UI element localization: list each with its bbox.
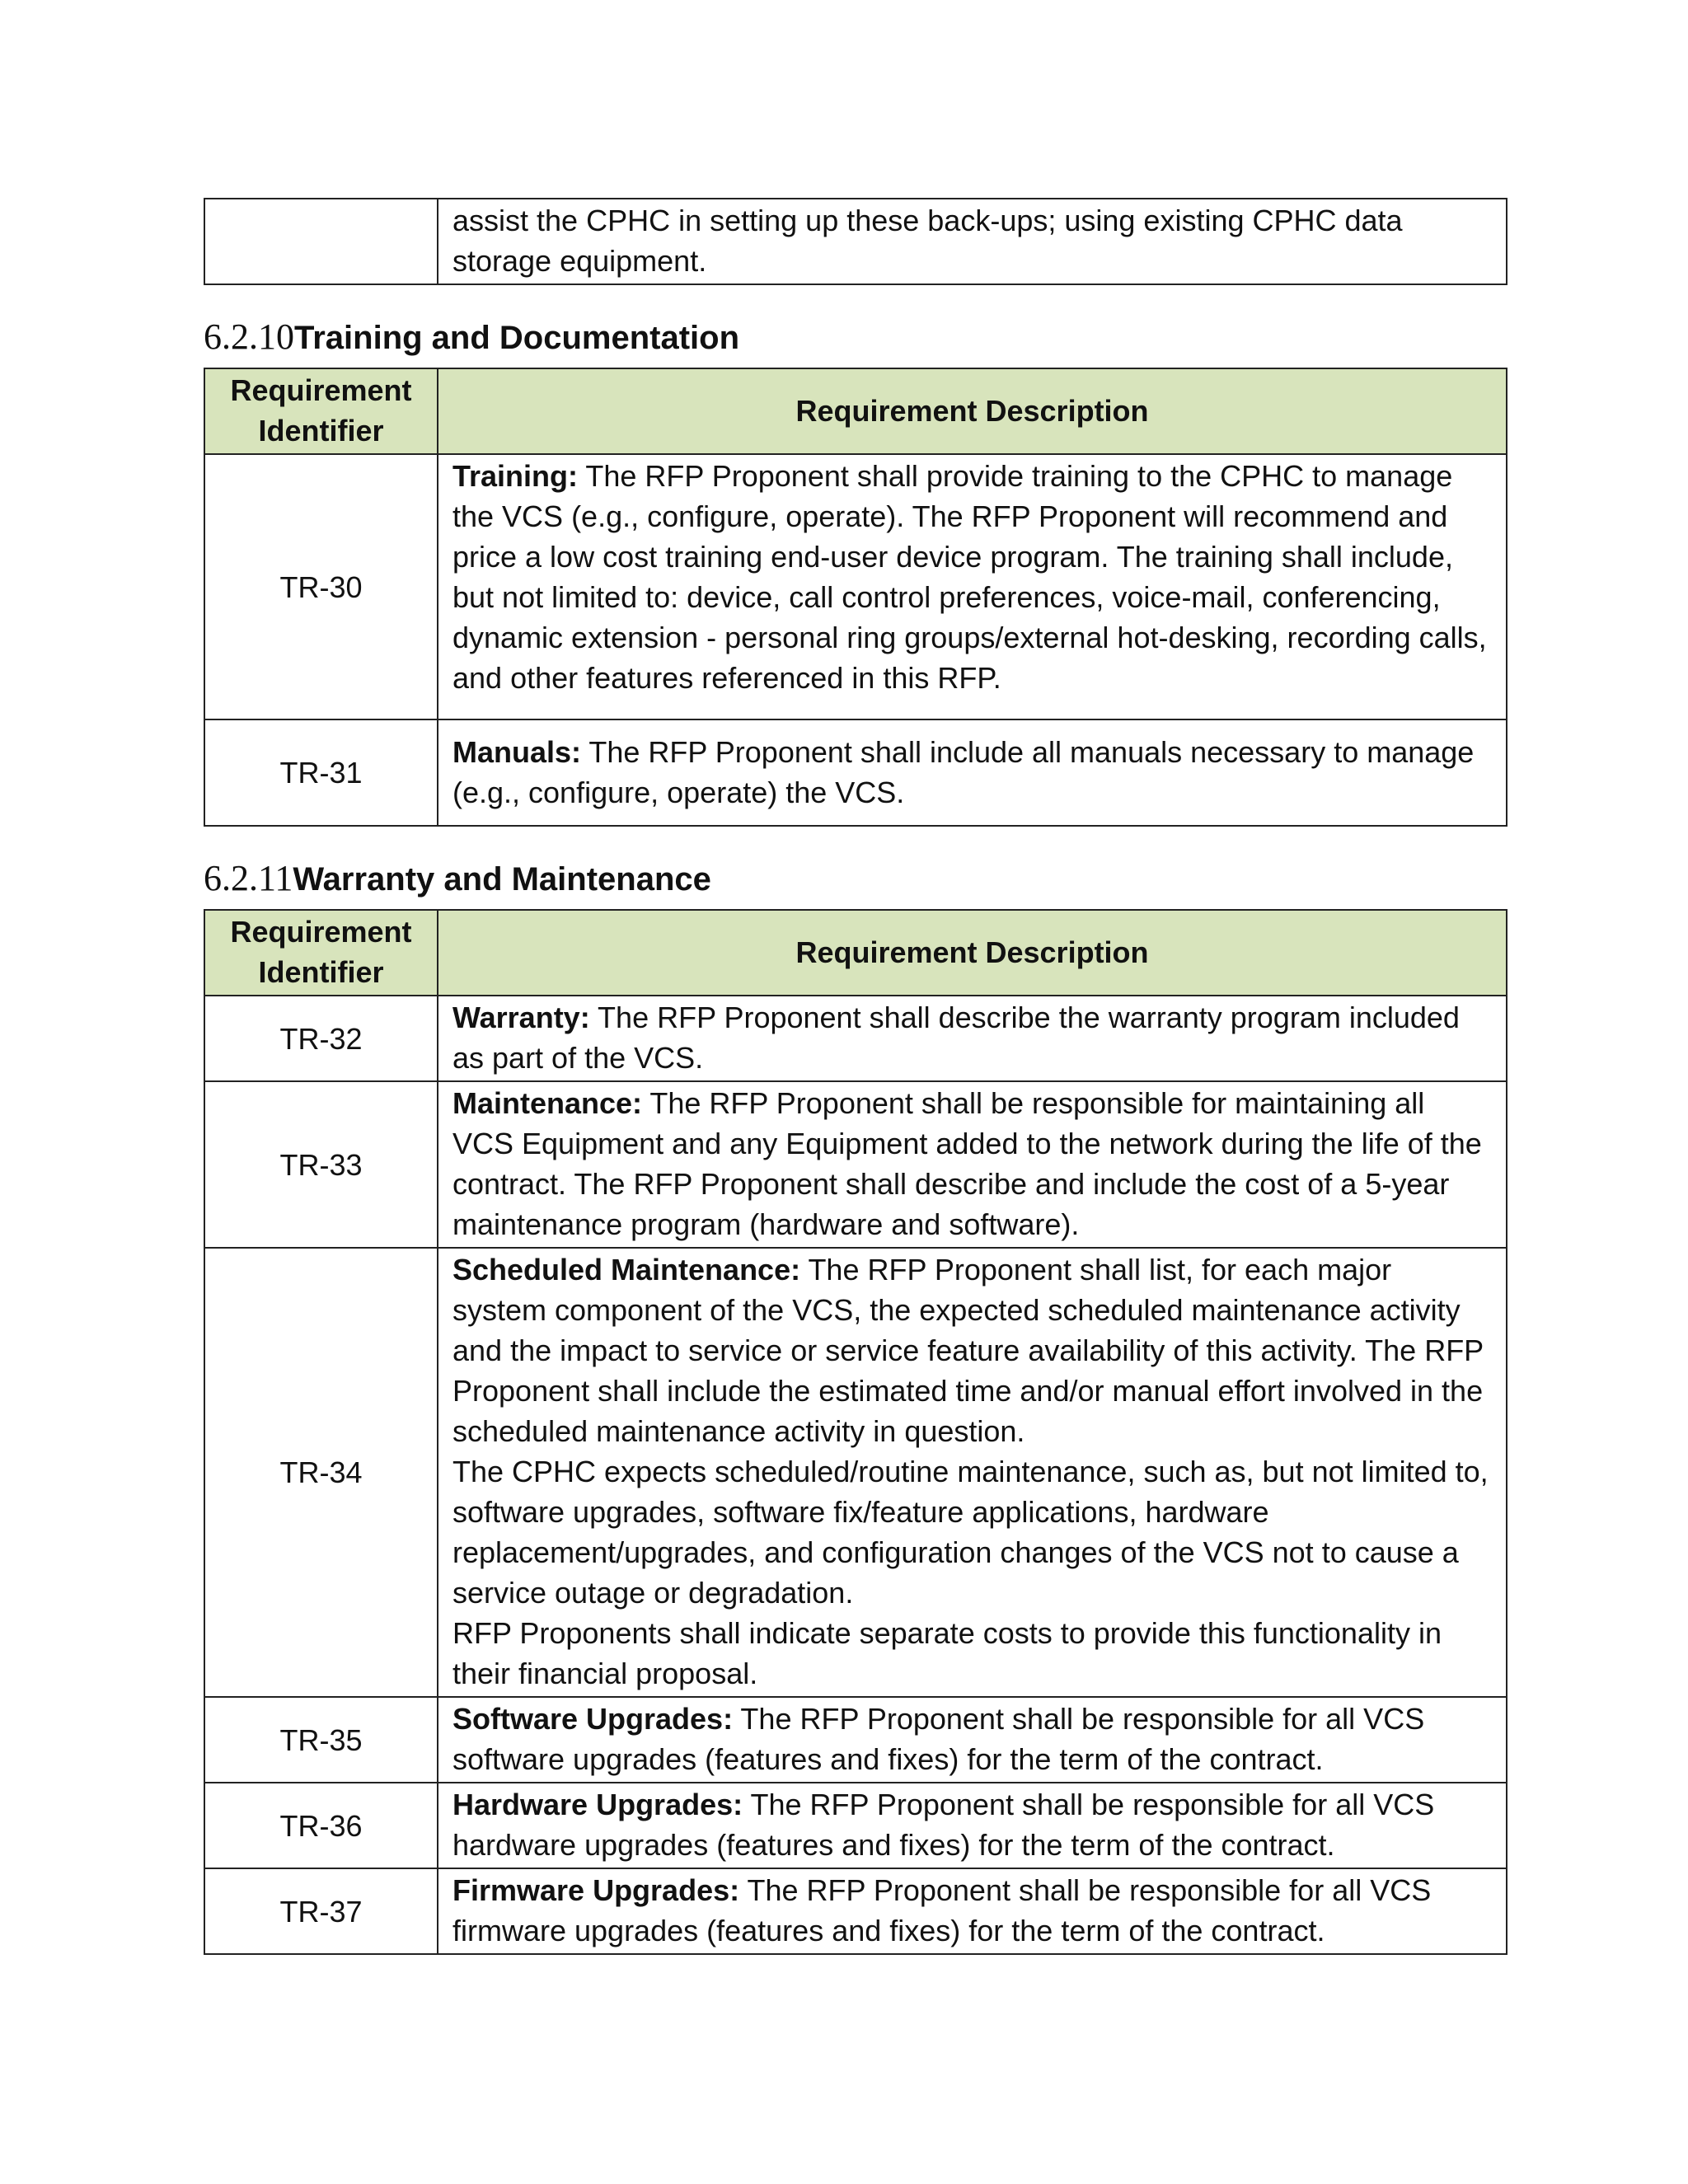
requirement-id: TR-34 [204, 1248, 438, 1697]
table-row [204, 1783, 1507, 1868]
section-title: Training and Documentation [294, 320, 740, 356]
requirement-text: The RFP Proponent shall describe the warranty program included as part of the VCS. [452, 1001, 1460, 1075]
section-heading [204, 285, 1506, 368]
document-page [204, 198, 1506, 1955]
requirement-label: Firmware Upgrades: [452, 1873, 740, 1907]
header-requirement-identifier: Requirement Identifier [204, 368, 438, 454]
requirement-description [438, 719, 1507, 826]
requirement-label: Warranty: [452, 1001, 590, 1034]
requirement-label: Training: [452, 459, 578, 493]
requirement-label: Manuals: [452, 734, 582, 769]
requirement-description [438, 1783, 1507, 1868]
table-header-row [204, 910, 1507, 996]
requirement-id: TR-33 [204, 1081, 438, 1248]
requirement-paragraph: RFP Proponents shall indicate separate costs to provide this functionality in their financial proposal. [452, 1616, 1442, 1690]
requirement-paragraph: The CPHC expects scheduled/routine maintenance, such as, but not limited to, software upgrades, software fix/feature applications, hardware replacement/upgrades, and configuration changes of the VCS not to cause a service outage or degradation. [452, 1455, 1489, 1610]
table-row [204, 454, 1507, 719]
requirement-paragraph [452, 1249, 1493, 1451]
description-cell: assist the CPHC in setting up these back-ups; using existing CPHC data storage equipment. [438, 199, 1507, 284]
table-row [204, 199, 1507, 284]
requirements-table [204, 368, 1507, 827]
requirement-id: TR-35 [204, 1697, 438, 1783]
table-row [204, 719, 1507, 826]
table-row [204, 1248, 1507, 1697]
table-row [204, 1697, 1507, 1783]
section-number: 6.2.10 [204, 316, 294, 357]
requirement-text: The RFP Proponent shall be responsible for all VCS software upgrades (features and fixes) for the term of the contract. [452, 1702, 1425, 1776]
requirement-text: The RFP Proponent shall provide training to the CPHC to manage the VCS (e.g., configure, operate). The RFP Proponent will recommend and price a low cost training end-user device program. The training shall include, but not limited to: device, call control preferences, voice-mail, conferencing, dynamic extension - personal ring groups/external hot-desking, recording calls, and other features referenced in this RFP. [452, 459, 1487, 695]
requirement-id: TR-30 [204, 454, 438, 719]
requirement-text: The RFP Proponent shall be responsible for all VCS hardware upgrades (features and fixes) for the term of the contract. [452, 1788, 1435, 1862]
requirement-id: TR-37 [204, 1868, 438, 1954]
requirement-label: Maintenance: [452, 1086, 643, 1120]
requirement-text: The RFP Proponent shall include all manuals necessary to manage (e.g., configure, operate) the VCS. [452, 734, 1475, 809]
requirement-label: Scheduled Maintenance: [452, 1253, 801, 1286]
requirement-description [438, 996, 1507, 1081]
table-header-row [204, 368, 1507, 454]
requirement-label: Hardware Upgrades: [452, 1788, 743, 1821]
requirement-text: The RFP Proponent shall be responsible for maintaining all VCS Equipment and any Equipment added to the network during the life of the contract. The RFP Proponent shall describe and include the cost of a 5-year maintenance program (hardware and software). [452, 1086, 1482, 1241]
requirement-id: TR-32 [204, 996, 438, 1081]
requirement-description [438, 1868, 1507, 1954]
requirement-id: TR-31 [204, 719, 438, 826]
table-row [204, 1868, 1507, 1954]
requirement-description [438, 1081, 1507, 1248]
section-heading [204, 851, 1506, 909]
section-title: Warranty and Maintenance [293, 861, 711, 898]
requirement-text: The RFP Proponent shall list, for each major system component of the VCS, the expected scheduled maintenance activity and the impact to service or service feature availability of this activity. The RFP Proponent shall include the estimated time and/or manual effort involved in the scheduled maintenance activity in question. [452, 1253, 1484, 1448]
id-cell [204, 199, 438, 284]
table-row [204, 996, 1507, 1081]
requirement-description [438, 454, 1507, 719]
requirement-id: TR-36 [204, 1783, 438, 1868]
requirement-description [438, 1248, 1507, 1697]
requirements-table [204, 909, 1507, 1955]
header-requirement-identifier: Requirement Identifier [204, 910, 438, 996]
requirement-label: Software Upgrades: [452, 1702, 734, 1736]
carry-over-table [204, 198, 1507, 285]
requirement-text: The RFP Proponent shall be responsible for all VCS firmware upgrades (features and fixes) for the term of the contract. [452, 1873, 1432, 1947]
section-number: 6.2.11 [204, 858, 293, 898]
table-row [204, 1081, 1507, 1248]
header-requirement-description: Requirement Description [438, 910, 1507, 996]
header-requirement-description: Requirement Description [438, 368, 1507, 454]
requirement-description [438, 1697, 1507, 1783]
